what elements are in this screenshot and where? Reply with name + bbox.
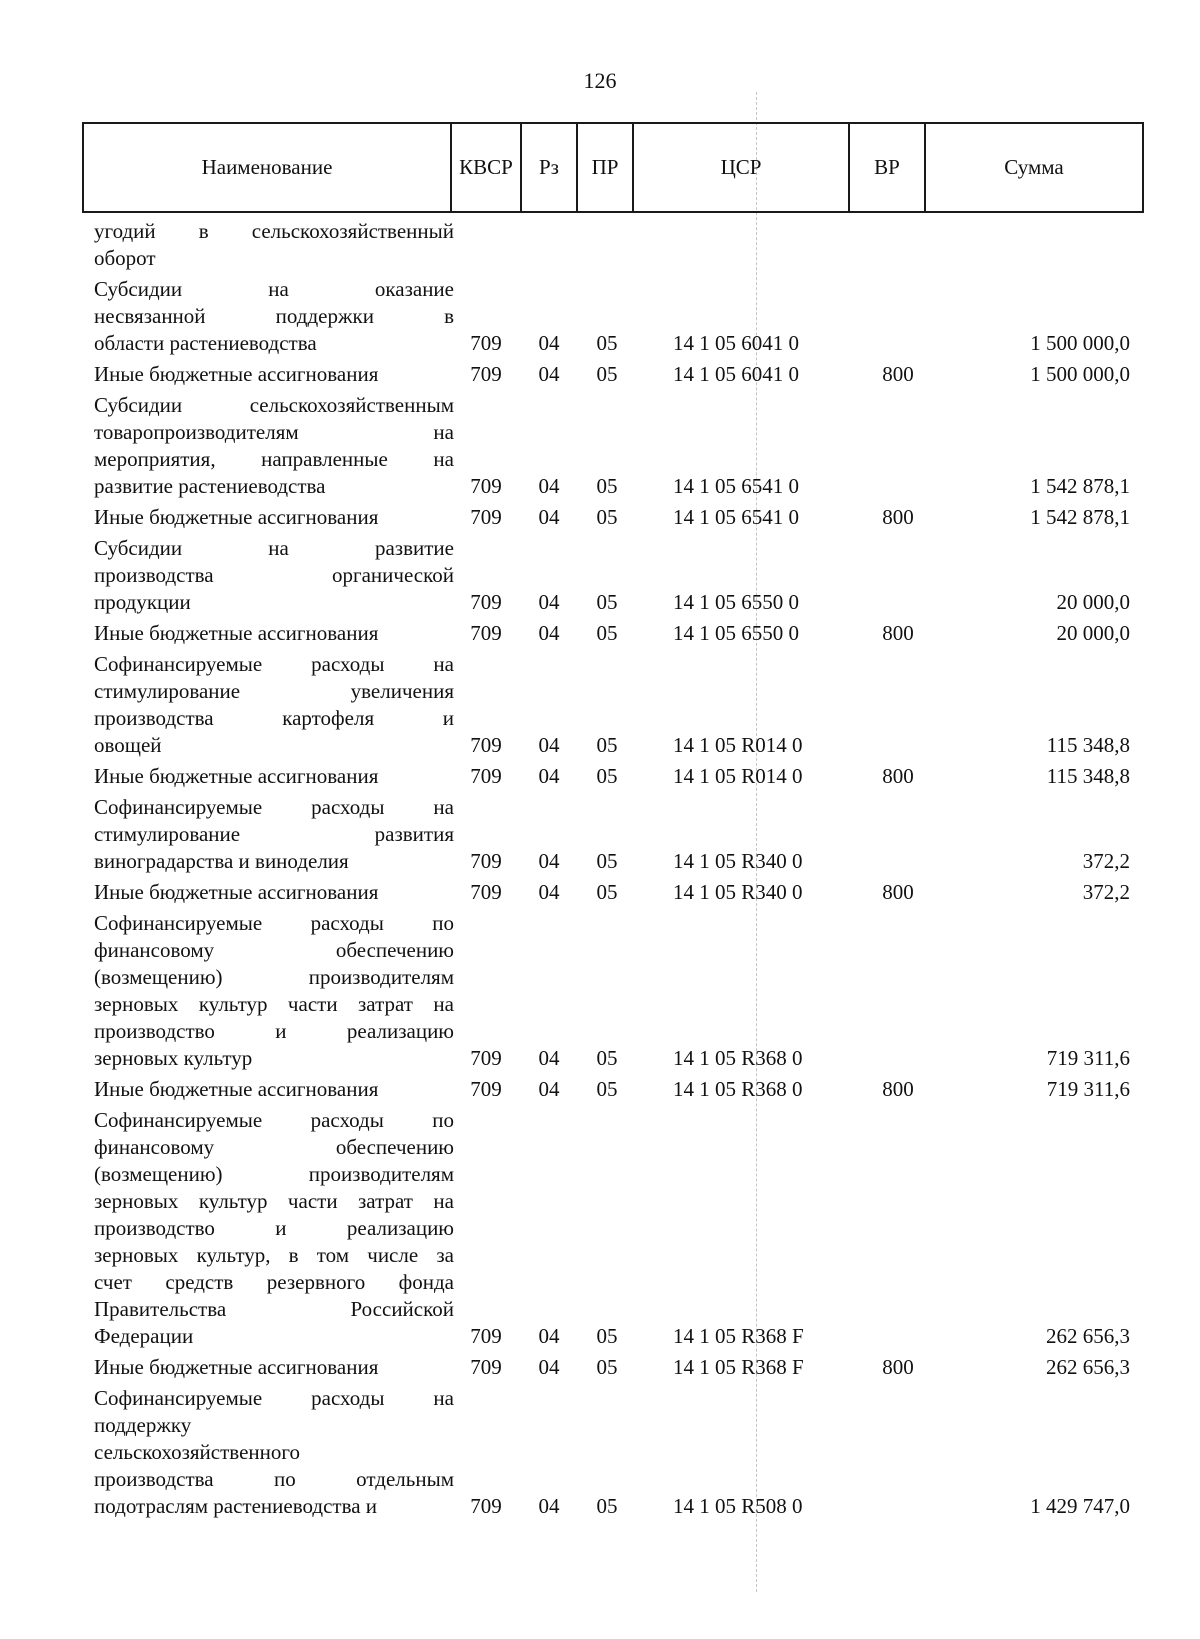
row-sum: 20 000,0 <box>1056 590 1130 614</box>
table-row <box>94 1076 1134 1103</box>
row-kvsr: 709 <box>470 1046 502 1070</box>
row-sum: 1 500 000,0 <box>1030 331 1130 355</box>
row-name <box>94 763 454 790</box>
header-kvsr: КВСР <box>452 124 522 211</box>
table-row <box>94 276 1134 357</box>
row-name-line: продукции <box>94 590 191 614</box>
row-sum: 719 311,6 <box>1046 1077 1130 1101</box>
row-name <box>94 794 454 875</box>
row-sum: 262 656,3 <box>1046 1324 1130 1348</box>
row-vr: 800 <box>882 505 914 529</box>
row-pr: 05 <box>596 621 618 645</box>
row-name <box>94 1354 454 1381</box>
row-name <box>94 651 454 759</box>
row-name <box>94 504 454 531</box>
row-kvsr: 709 <box>470 505 502 529</box>
row-pr: 05 <box>596 590 618 614</box>
row-rz: 04 <box>538 474 560 498</box>
table-row <box>94 1354 1134 1381</box>
row-name-line: производства по отдельным <box>94 1467 454 1491</box>
row-sum: 115 348,8 <box>1046 733 1130 757</box>
row-name-line: Субсидии на оказание <box>94 277 454 301</box>
row-csr: 14 1 05 6541 0 <box>673 474 799 498</box>
row-name-line: области растениеводства <box>94 331 317 355</box>
header-sum: Сумма <box>1004 155 1064 179</box>
row-vr: 800 <box>882 880 914 904</box>
row-pr: 05 <box>596 505 618 529</box>
row-pr: 05 <box>596 880 618 904</box>
row-name-line: производство и реализацию <box>94 1019 454 1043</box>
table-body <box>94 218 1134 1520</box>
row-name-line: развитие растениеводства <box>94 474 326 498</box>
row-name-line: Софинансируемые расходы по <box>94 911 454 935</box>
row-name-line: (возмещению) производителям <box>94 1162 454 1186</box>
row-name-line: мероприятия, направленные на <box>94 447 454 471</box>
row-rz: 04 <box>538 362 560 386</box>
row-name <box>94 1385 454 1520</box>
row-csr: 14 1 05 R368 F <box>673 1324 804 1348</box>
row-name-line: Софинансируемые расходы на <box>94 795 454 819</box>
row-name <box>94 620 454 647</box>
row-csr: 14 1 05 R368 F <box>673 1355 804 1379</box>
row-name <box>94 218 454 272</box>
table-row <box>94 1385 1134 1520</box>
table-row <box>94 218 1134 272</box>
row-csr: 14 1 05 6041 0 <box>673 331 799 355</box>
table-row <box>94 763 1134 790</box>
row-sum: 1 542 878,1 <box>1030 505 1130 529</box>
row-rz: 04 <box>538 621 560 645</box>
row-csr: 14 1 05 R340 0 <box>673 849 803 873</box>
row-kvsr: 709 <box>470 1355 502 1379</box>
table-row <box>94 535 1134 616</box>
row-sum: 372,2 <box>1082 849 1130 873</box>
table-row <box>94 504 1134 531</box>
row-pr: 05 <box>596 331 618 355</box>
row-sum: 115 348,8 <box>1046 764 1130 788</box>
table-row <box>94 620 1134 647</box>
row-kvsr: 709 <box>470 621 502 645</box>
row-kvsr: 709 <box>470 849 502 873</box>
row-vr: 800 <box>882 362 914 386</box>
row-name <box>94 1076 454 1103</box>
row-name-line: подотраслям растениеводства и <box>94 1494 378 1518</box>
row-name <box>94 910 454 1072</box>
row-name-line: Правительства Российской <box>94 1297 454 1321</box>
row-rz: 04 <box>538 880 560 904</box>
row-pr: 05 <box>596 1077 618 1101</box>
row-kvsr: 709 <box>470 880 502 904</box>
row-name-line: товаропроизводителям на <box>94 420 454 444</box>
row-name-line: финансовому обеспечению <box>94 938 454 962</box>
row-name-line: угодий в сельскохозяйственный <box>94 219 454 243</box>
row-name-line: Иные бюджетные ассигнования <box>94 1355 379 1379</box>
table-row <box>94 910 1134 1072</box>
row-sum: 262 656,3 <box>1046 1355 1130 1379</box>
row-name-line: сельскохозяйственного <box>94 1440 300 1464</box>
row-name-line: Софинансируемые расходы на <box>94 652 454 676</box>
row-name-line: производства картофеля и <box>94 706 454 730</box>
row-name-line: зерновых культур части затрат на <box>94 992 454 1016</box>
row-csr: 14 1 05 R340 0 <box>673 880 803 904</box>
row-name-line: Иные бюджетные ассигнования <box>94 621 379 645</box>
row-pr: 05 <box>596 474 618 498</box>
row-name-line: стимулирование увеличения <box>94 679 454 703</box>
row-sum: 1 429 747,0 <box>1030 1494 1130 1518</box>
row-rz: 04 <box>538 590 560 614</box>
row-csr: 14 1 05 R368 0 <box>673 1077 803 1101</box>
row-name-line: Иные бюджетные ассигнования <box>94 1077 379 1101</box>
header-pr: ПР <box>578 124 634 211</box>
row-vr: 800 <box>882 1355 914 1379</box>
row-name-line: счет средств резервного фонда <box>94 1270 454 1294</box>
row-csr: 14 1 05 6541 0 <box>673 505 799 529</box>
row-rz: 04 <box>538 733 560 757</box>
row-sum: 1 542 878,1 <box>1030 474 1130 498</box>
table-row <box>94 794 1134 875</box>
row-vr: 800 <box>882 621 914 645</box>
row-csr: 14 1 05 R368 0 <box>673 1046 803 1070</box>
row-name-line: оборот <box>94 246 156 270</box>
row-name-line: зерновых культур <box>94 1046 253 1070</box>
row-name-line: Софинансируемые расходы по <box>94 1108 454 1132</box>
row-sum: 372,2 <box>1082 880 1130 904</box>
row-vr: 800 <box>882 1077 914 1101</box>
header-vr: ВР <box>850 124 926 211</box>
row-csr: 14 1 05 6550 0 <box>673 590 799 614</box>
row-name-line: Субсидии сельскохозяйственным <box>94 393 454 417</box>
row-pr: 05 <box>596 1324 618 1348</box>
row-rz: 04 <box>538 1324 560 1348</box>
row-kvsr: 709 <box>470 1077 502 1101</box>
table-row <box>94 879 1134 906</box>
header-csr: ЦСР <box>634 124 850 211</box>
row-name-line: стимулирование развития <box>94 822 454 846</box>
header-rz: Рз <box>522 124 578 211</box>
row-sum: 719 311,6 <box>1046 1046 1130 1070</box>
row-csr: 14 1 05 R508 0 <box>673 1494 803 1518</box>
row-name <box>94 276 454 357</box>
row-pr: 05 <box>596 764 618 788</box>
row-pr: 05 <box>596 362 618 386</box>
row-name-line: Федерации <box>94 1324 194 1348</box>
row-name-line: производства органической <box>94 563 454 587</box>
row-kvsr: 709 <box>470 474 502 498</box>
row-rz: 04 <box>538 331 560 355</box>
row-name-line: Софинансируемые расходы на <box>94 1386 454 1410</box>
row-csr: 14 1 05 R014 0 <box>673 733 803 757</box>
row-name-line: поддержку <box>94 1413 192 1437</box>
row-vr: 800 <box>882 764 914 788</box>
row-name-line: производство и реализацию <box>94 1216 454 1240</box>
row-name-line: финансовому обеспечению <box>94 1135 454 1159</box>
row-pr: 05 <box>596 1355 618 1379</box>
table-row <box>94 392 1134 500</box>
row-sum: 1 500 000,0 <box>1030 362 1130 386</box>
header-name: Наименование <box>84 124 452 211</box>
row-name <box>94 361 454 388</box>
row-rz: 04 <box>538 1355 560 1379</box>
row-name-line: виноградарства и виноделия <box>94 849 349 873</box>
table-header <box>82 122 1144 213</box>
row-name-line: несвязанной поддержки в <box>94 304 454 328</box>
row-pr: 05 <box>596 1494 618 1518</box>
table-row <box>94 361 1134 388</box>
row-kvsr: 709 <box>470 764 502 788</box>
row-kvsr: 709 <box>470 362 502 386</box>
row-rz: 04 <box>538 1077 560 1101</box>
row-sum: 20 000,0 <box>1056 621 1130 645</box>
row-name-line: зерновых культур, в том числе за <box>94 1243 454 1267</box>
row-name-line: Иные бюджетные ассигнования <box>94 362 379 386</box>
row-pr: 05 <box>596 1046 618 1070</box>
row-name <box>94 392 454 500</box>
row-name-line: Иные бюджетные ассигнования <box>94 764 379 788</box>
row-name <box>94 535 454 616</box>
row-csr: 14 1 05 6041 0 <box>673 362 799 386</box>
row-name <box>94 879 454 906</box>
row-name-line: Иные бюджетные ассигнования <box>94 880 379 904</box>
row-kvsr: 709 <box>470 1494 502 1518</box>
row-kvsr: 709 <box>470 331 502 355</box>
row-kvsr: 709 <box>470 1324 502 1348</box>
row-rz: 04 <box>538 1046 560 1070</box>
table-row <box>94 1107 1134 1350</box>
row-pr: 05 <box>596 733 618 757</box>
row-rz: 04 <box>538 849 560 873</box>
row-name-line: овощей <box>94 733 162 757</box>
row-csr: 14 1 05 6550 0 <box>673 621 799 645</box>
row-rz: 04 <box>538 505 560 529</box>
row-kvsr: 709 <box>470 590 502 614</box>
row-name-line: Иные бюджетные ассигнования <box>94 505 379 529</box>
row-name <box>94 1107 454 1350</box>
row-name-line: (возмещению) производителям <box>94 965 454 989</box>
table-row <box>94 651 1134 759</box>
page-number: 126 <box>583 68 617 93</box>
row-kvsr: 709 <box>470 733 502 757</box>
row-pr: 05 <box>596 849 618 873</box>
row-csr: 14 1 05 R014 0 <box>673 764 803 788</box>
row-rz: 04 <box>538 1494 560 1518</box>
row-rz: 04 <box>538 764 560 788</box>
row-name-line: Субсидии на развитие <box>94 536 454 560</box>
row-name-line: зерновых культур части затрат на <box>94 1189 454 1213</box>
